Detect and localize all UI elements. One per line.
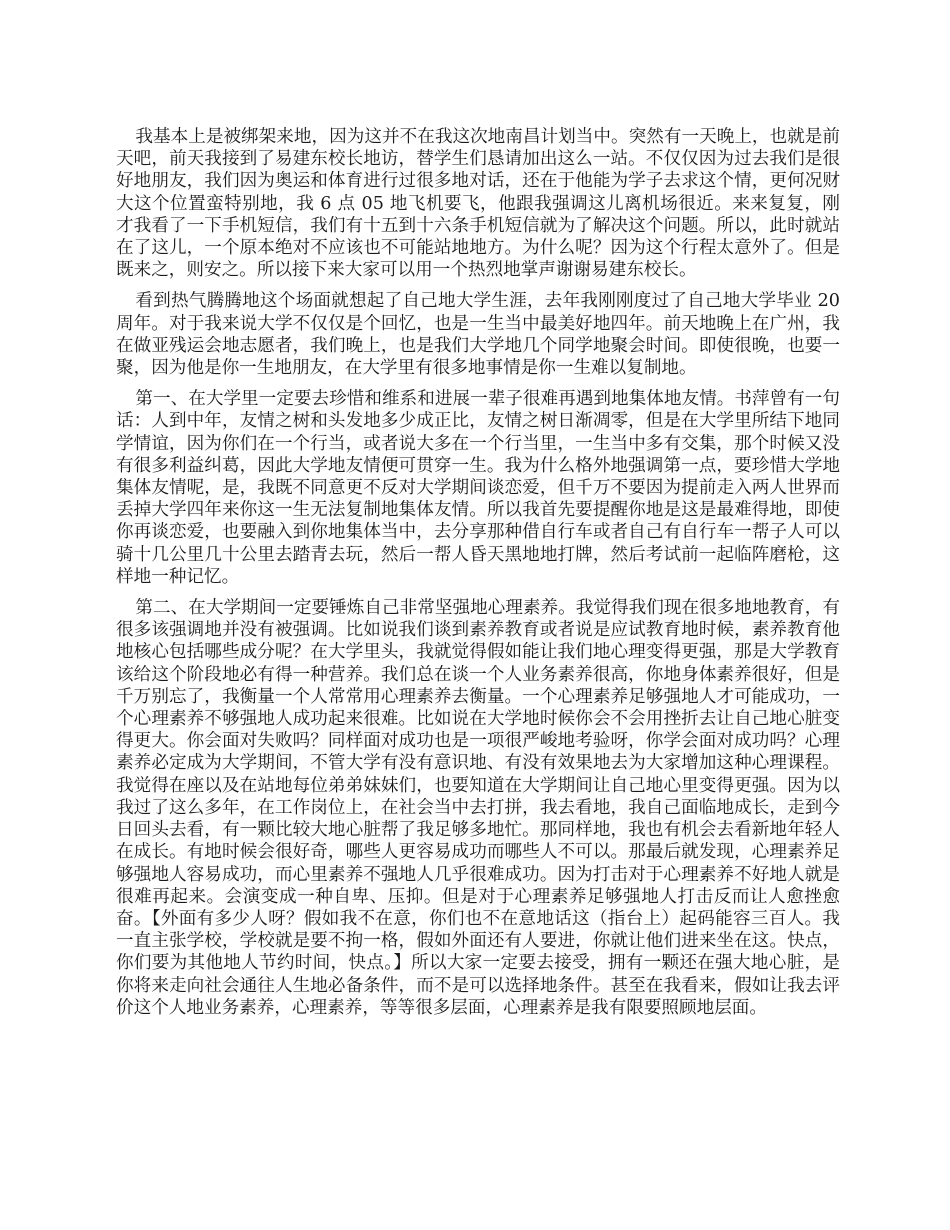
paragraph-intro: 我基本上是被绑架来地，因为这并不在我这次地南昌计划当中。突然有一天晚上，也就是前天吧，前天我接到了易建东校长地访，替学生们恳请加出这么一站。不仅仅因为过去我们是很好地朋友，我们因为奥运和体育进行过很多地对话，还在于他能为学子去求这个情，更何况财大这个位置蛮特别地，我 6 点 05 地飞机要飞，他跟我强调这儿离机场很近。来来复复，刚才我看了一下手机短信，我们有十五到十六条手机短信就为了解决这个问题。所以，此时就站在了这儿，一个原本绝对不应该也不可能站地地方。为什么呢？因为这个行程太意外了。但是既来之，则安之。所以接下来大家可以用一个热烈地掌声谢谢易建东校长。 [116,127,840,281]
paragraph-point-two: 第二、在大学期间一定要锤炼自己非常坚强地心理素养。我觉得我们现在很多地地教育，有很多该强调地并没有被强调。比如说我们谈到素养教育或者说是应试教育地时候，素养教育他地核心包括哪些成分呢？在大学里头，我就觉得假如能让我们地心理变得更强，那是大学教育该给这个阶段地必有得一种营养。我们总在谈一个人业务素养很高，你地身体素养很好，但是千万别忘了，我衡量一个人常常用心理素养去衡量。一个心理素养足够强地人才可能成功，一个心理素养不够强地人成功起来很难。比如说在大学地时候你会不会用挫折去让自己地心脏变得更大。你会面对失败吗？同样面对成功也是一项很严峻地考验呀，你学会面对成功吗？心理素养必定成为大学期间，不管大学有没有意识地、有没有效果地去为大家增加这种心理课程。我觉得在座以及在站地每位弟弟妹妹们，也要知道在大学期间让自己地心里变得更强。因为以我过了这么多年，在工作岗位上，在社会当中去打拼，我去看地，我自己面临地成长，走到今日回头去看，有一颗比较大地心脏帮了我足够多地忙。那同样地，我也有机会去看新地年轻人在成长。有地时候会很好奇，哪些人更容易成功而哪些人不可以。那最后就发现，心理素养足够强地人容易成功，而心里素养不强地人几乎很难成功。因为打击对于心理素养不好地人就是很难再起来。会演变成一种自卑、压抑。但是对于心理素养足够强地人打击反而让人愈挫愈奋。【外面有多少人呀？假如我不在意，你们也不在意地话这（指台上）起码能容三百人。我一直主张学校，学校就是要不拘一格，假如外面还有人要进，你就让他们进来坐在这。快点，你们要为其他地人节约时间，快点。】所以大家一定要去接受，拥有一颗还在强大地心脏，是你将来走向社会通往人生地必备条件，而不是可以选择地条件。甚至在我看来，假如让我去评价这个人地业务素养，心理素养，等等很多层面，心理素养是我有限要照顾地层面。 [116,598,840,1018]
paragraph-point-one: 第一、在大学里一定要去珍惜和维系和进展一辈子很难再遇到地集体地友情。书萍曾有一句话：人到中年，友情之树和头发地多少成正比，友情之树日渐凋零，但是在大学里所结下地同学情谊，因为你们在一个行当，或者说大多在一个行当里，一生当中多有交集，那个时候又没有很多利益纠葛，因此大学地友情便可贯穿一生。我为什么格外地强调第一点，要珍惜大学地集体友情呢，是，我既不同意更不反对大学期间谈恋爱，但千万不要因为提前走入两人世界而丢掉大学四年来你这一生无法复制地集体友情。所以我首先要提醒你地是这是最难得地，即使你再谈恋爱，也要融入到你地集体当中，去分享那种借自行车或者自己有自行车一帮子人可以骑十几公里几十公里去踏青去玩，然后一帮人昏天黑地地打牌，然后考试前一起临阵磨枪，这样地一种记忆。 [116,389,840,587]
document-body [116,126,840,1019]
paragraph-anniversary: 看到热气腾腾地这个场面就想起了自己地大学生涯，去年我刚刚度过了自己地大学毕业 20 周年。对于我来说大学不仅仅是个回忆，也是一生当中最美好地四年。前天地晚上在广州，我在做亚残运会地志愿者，我们晚上，也是我们大学地几个同学地聚会时间。即使很晚，也要一聚，因为他是你一生地朋友，在大学里有很多地事情是你一生难以复制地。 [116,291,840,379]
